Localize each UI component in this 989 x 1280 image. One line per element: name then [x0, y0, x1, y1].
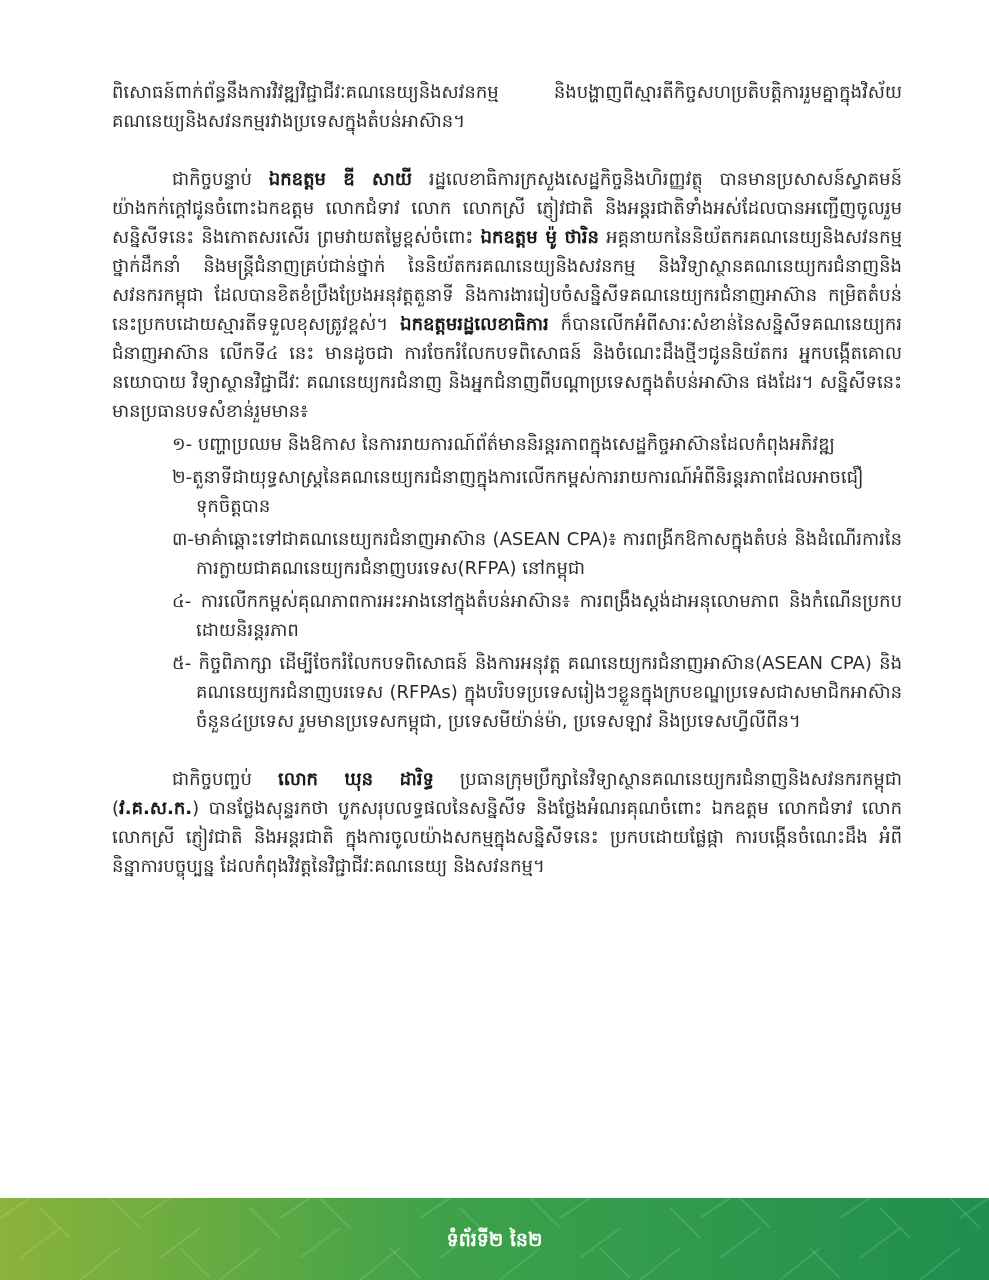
text-segment: ជាកិច្ចបញ្ចប់ — [172, 769, 278, 790]
paragraph-opening-remarks — [112, 165, 902, 426]
text-segment: ក៏បានលើកអំពីសារៈសំខាន់នៃសន្និសីទគណនេយ្យករជំនាញអាស៊ាន លើកទី៤ នេះ មានដូចជា ការចែករំលែកបទពិសោធន៍ និងចំណេះដឹងថ្មីៗជូននិយ័តករ អ្នកបង្កើតគោលនយោបាយ វិទ្យាស្ថានវិជ្ជាជីវៈ គណនេយ្យករជំនាញ និងអ្នកជំនាញពីបណ្ដាប្រទេសក្នុងតំបន់អាស៊ាន ផងដែរ។ សន្និសីទនេះ មានប្រធានបទសំខាន់រួមមាន៖ — [112, 314, 902, 422]
president-name-bold: លោក ឃុន ដារិទ្ធ — [277, 769, 434, 790]
institute-abbrev-bold: វ.គ.ស.ក. — [119, 798, 193, 819]
list-item: ៤- ការលើកកម្ពស់គុណភាពការអះអាងនៅក្នុងតំបន់អាស៊ាន៖ ការពង្រឹងស្តង់ដាអនុលោមភាព និងកំណើនប្រកបដោយនិរន្តរភាព — [172, 591, 902, 641]
text-segment: រដ្ឋលេខាធិការក្រសួងសេដ្ឋកិច្ចនិងហិរញ្ញវត្ថុ បានមានប្រសាសន៍ស្វាគមន៍យ៉ាងកក់ក្ដៅជូនចំពោះឯកឧត្ដម លោកជំទាវ លោក លោកស្រី ភ្ញៀវជាតិ និងអន្តរជាតិទាំងអស់ដែលបានអញ្ជើញចូលរួមសន្និសីទនេះ និងកោតសរសើរ ព្រមវាយតម្លៃខ្ពស់ចំពោះ — [112, 169, 903, 248]
paragraph-spacer — [112, 736, 902, 765]
footer-band — [0, 1198, 989, 1280]
text-segment: អគ្គនាយកនៃនិយ័តករគណនេយ្យនិងសវនកម្ម ថ្នាក់ដឹកនាំ និងមន្ត្រីជំនាញគ្រប់ជាន់ថ្នាក់ នៃនិយ័តករគណនេយ្យនិងសវនកម្ម និងវិទ្យាស្ថានគណនេយ្យករជំនាញនិងសវនករកម្ពុជា ដែលបានខិតខំប្រឹងប្រែងអនុវត្តតួនាទី និងការងាររៀបចំសន្និសីទគណនេយ្យករជំនាញអាស៊ាន កម្រិតតំបន់ នេះប្រកបដោយស្មារតីទទួលខុសត្រូវខ្ពស់។ — [112, 227, 903, 335]
list-item: ២-តួនាទីជាយុទ្ធសាស្ត្រនៃគណនេយ្យករជំនាញក្នុងការលើកកម្ពស់ការរាយការណ៍អំពីនិរន្តរភាពដែលអាចជឿទុកចិត្តបាន — [172, 467, 864, 517]
text-segment: ជាកិច្ចបន្ទាប់ — [172, 169, 269, 190]
topic-list — [112, 430, 902, 736]
text-segment: ) បានថ្លែងសុន្ទរកថា បូកសរុបលទ្ធផលនៃសន្និសីទ និងថ្លែងអំណរគុណចំពោះ ឯកឧត្តម លោកជំទាវ លោក លោកស្រី ភ្ញៀវជាតិ និងអន្តរជាតិ ក្នុងការចូលយ៉ាងសកម្មក្នុងសន្និសីទនេះ ប្រកបដោយផ្លែផ្កា ការបង្កើនចំណេះដឹង អំពីនិន្នាការបច្ចុប្បន្ន ដែលកំពុងវិវត្តនៃវិជ្ជាជីវៈគណនេយ្យ និងសវនកម្ម។ — [112, 798, 902, 877]
paragraph-spacer — [112, 136, 902, 165]
list-item: ៥- កិច្ចពិភាក្សា ដើម្បីចែករំលែកបទពិសោធន៍ និងការអនុវត្ត គណនេយ្យករជំនាញអាស៊ាន(ASEAN CPA) និង គណនេយ្យករជំនាញបរទេស (RFPAs) ក្នុងបរិបទប្រទេសរៀងៗខ្លួនក្នុងក្របខណ្ឌប្រទេសជាសមាជិកអាស៊ានចំនួន៤ប្រទេស រួមមានប្រទេសកម្ពុជា, ប្រទេសមីយ៉ាន់ម៉ា, ប្រទេសឡាវ និងប្រទេសហ្វីលីពីន។ — [172, 653, 902, 732]
paragraph-closing-remarks — [112, 765, 902, 881]
speaker-name-bold: ឯកឧត្តម ឌី សាយី — [268, 169, 413, 190]
paragraph-intro: ពិសោធន៍ពាក់ព័ន្ធនឹងការវិវឌ្ឍវិជ្ជាជីវៈគណនេយ្យនិងសវនកម្ម និងបង្ហាញពីស្មារតីកិច្ចសហប្រតិបត្តិការរួមគ្នាក្នុងវិស័យគណនេយ្យនិងសវនកម្មរវាងប្រទេសក្នុងតំបន់អាស៊ាន។ — [112, 82, 902, 132]
director-name-bold: ឯកឧត្តម ម៉ូ ថារិន — [480, 227, 599, 248]
page-number: ទំព័រទី២ នៃ២ — [446, 1229, 543, 1251]
list-item: ៣-មាគ៌ាឆ្ពោះទៅជាគណនេយ្យករជំនាញអាស៊ាន (ASEAN CPA)៖ ការពង្រីកឱកាសក្នុងតំបន់ និងដំណើរការនៃការក្លាយជាគណនេយ្យករជំនាញបរទេស(RFPA) នៅកម្ពុជា — [172, 529, 902, 579]
text-segment: ប្រធានក្រុមប្រឹក្សានៃវិទ្យាស្ថានគណនេយ្យករជំនាញនិងសវនករកម្ពុជា ( — [112, 769, 902, 819]
document-body — [112, 78, 902, 881]
list-item: ១- បញ្ហាប្រឈម និងឱកាស នៃការរាយការណ៍ព័ត៌មាននិរន្តរភាពក្នុងសេដ្ឋកិច្ចអាស៊ានដែលកំពុងអភិវឌ្ឍ — [172, 434, 835, 455]
secretary-title-bold: ឯកឧត្តមរដ្ឋលេខាធិការ — [400, 314, 549, 335]
